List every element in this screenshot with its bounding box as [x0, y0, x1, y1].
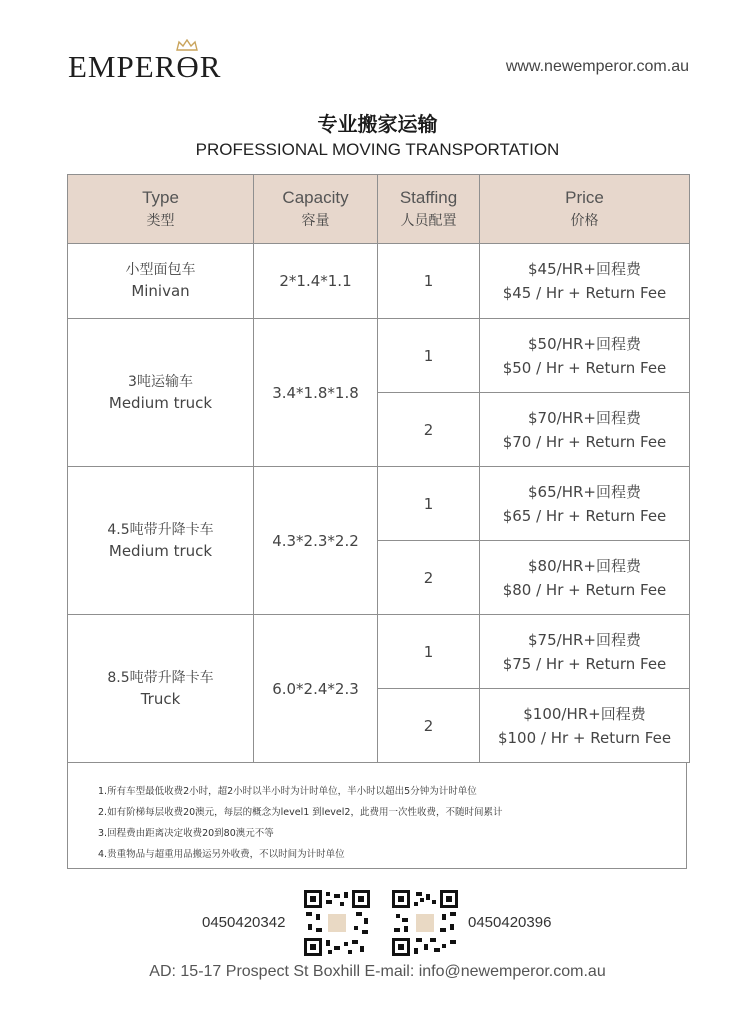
website-link[interactable]: www.newemperor.com.au [505, 58, 689, 75]
vehicle-type-zh: 8.5吨带升降卡车 [107, 669, 214, 686]
vehicle-type-cell [68, 244, 254, 319]
price-zh: $100/HR+回程费 [523, 704, 646, 723]
header-price-zh: 价格 [570, 213, 599, 229]
qr-code-icon [392, 890, 458, 956]
qr-code-icon [304, 890, 370, 956]
notes-box [67, 763, 687, 869]
note-item: 1.所有车型最低收费2小时，超2小时以半小时为计时单位，半小时以超出5分钟为计时单位 [98, 786, 477, 797]
price-zh: $70/HR+回程费 [528, 408, 641, 427]
vehicle-type-zh: 小型面包车 [125, 262, 196, 278]
phone-right[interactable]: 0450420396 [468, 914, 552, 931]
price-en: $50 / Hr + Return Fee [502, 358, 667, 377]
price-cell [480, 244, 690, 319]
price-en: $100 / Hr + Return Fee [497, 728, 672, 747]
price-zh: $75/HR+回程费 [528, 630, 641, 649]
table-row [68, 467, 690, 541]
header-capacity-zh: 容量 [301, 213, 330, 229]
vehicle-type-zh: 3吨运输车 [128, 373, 193, 390]
price-cell [480, 393, 690, 467]
note-item: 2.如有阶梯每层收费20澳元，每层的概念为level1 到level2，此费用一次性收费，不随时间累计 [98, 807, 503, 818]
header-type-en: Type [142, 188, 179, 207]
header-type-zh: 类型 [146, 213, 175, 229]
price-en: $75 / Hr + Return Fee [502, 654, 667, 673]
price-zh: $65/HR+回程费 [528, 482, 641, 501]
vehicle-type-en: Medium truck [108, 541, 213, 560]
staffing-cell: 2 [378, 689, 480, 763]
vehicle-type-cell [68, 467, 254, 615]
header-staffing [378, 175, 480, 244]
staffing-cell: 1 [378, 319, 480, 393]
header-staffing-zh: 人员配置 [400, 213, 457, 229]
vehicle-type-cell [68, 615, 254, 763]
table-row [68, 244, 690, 319]
staffing-cell: 1 [378, 467, 480, 541]
staffing-cell: 1 [378, 244, 480, 319]
price-cell [480, 615, 690, 689]
table-row [68, 319, 690, 393]
price-en: $80 / Hr + Return Fee [502, 580, 667, 599]
header-staffing-en: Staffing [399, 188, 458, 207]
capacity-cell: 6.0*2.4*2.3 [254, 615, 378, 763]
price-zh: $50/HR+回程费 [528, 334, 641, 353]
vehicle-type-en: Minivan [131, 282, 190, 300]
vehicle-type-en: Truck [140, 689, 181, 708]
pricing-table [67, 174, 690, 763]
table-header-row [68, 175, 690, 244]
note-item: 4.贵重物品与超重用品搬运另外收费，不以时间为计时单位 [98, 849, 345, 860]
price-cell [480, 541, 690, 615]
price-zh: $45/HR+回程费 [528, 260, 641, 278]
logo-text: EMPERӨR [68, 49, 222, 84]
header-price-en: Price [565, 188, 604, 207]
price-cell [480, 467, 690, 541]
capacity-cell: 2*1.4*1.1 [254, 244, 378, 319]
staffing-cell: 2 [378, 393, 480, 467]
price-en: $45 / Hr + Return Fee [502, 284, 667, 302]
header-capacity [254, 175, 378, 244]
staffing-cell: 1 [378, 615, 480, 689]
phone-left[interactable]: 0450420342 [202, 914, 286, 931]
capacity-cell: 4.3*2.3*2.2 [254, 467, 378, 615]
price-cell [480, 689, 690, 763]
page-title-zh: 专业搬家运输 [317, 112, 438, 136]
capacity-cell: 3.4*1.8*1.8 [254, 319, 378, 467]
address-line: AD: 15-17 Prospect St Boxhill E-mail: info@newemperor.com.au [149, 963, 606, 980]
vehicle-type-zh: 4.5吨带升降卡车 [107, 521, 214, 538]
header-type [68, 175, 254, 244]
staffing-cell: 2 [378, 541, 480, 615]
price-zh: $80/HR+回程费 [528, 556, 641, 575]
price-en: $70 / Hr + Return Fee [502, 432, 667, 451]
header-price [480, 175, 690, 244]
page-title-en: PROFESSIONAL MOVING TRANSPORTATION [195, 140, 560, 159]
note-item: 3.回程费由距离决定收费20到80澳元不等 [98, 828, 274, 839]
table-row [68, 615, 690, 689]
vehicle-type-cell [68, 319, 254, 467]
header-capacity-en: Capacity [282, 188, 349, 207]
vehicle-type-en: Medium truck [108, 393, 213, 412]
emperor-logo [68, 47, 221, 87]
price-en: $65 / Hr + Return Fee [502, 506, 667, 525]
crown-icon [176, 39, 198, 51]
price-cell [480, 319, 690, 393]
